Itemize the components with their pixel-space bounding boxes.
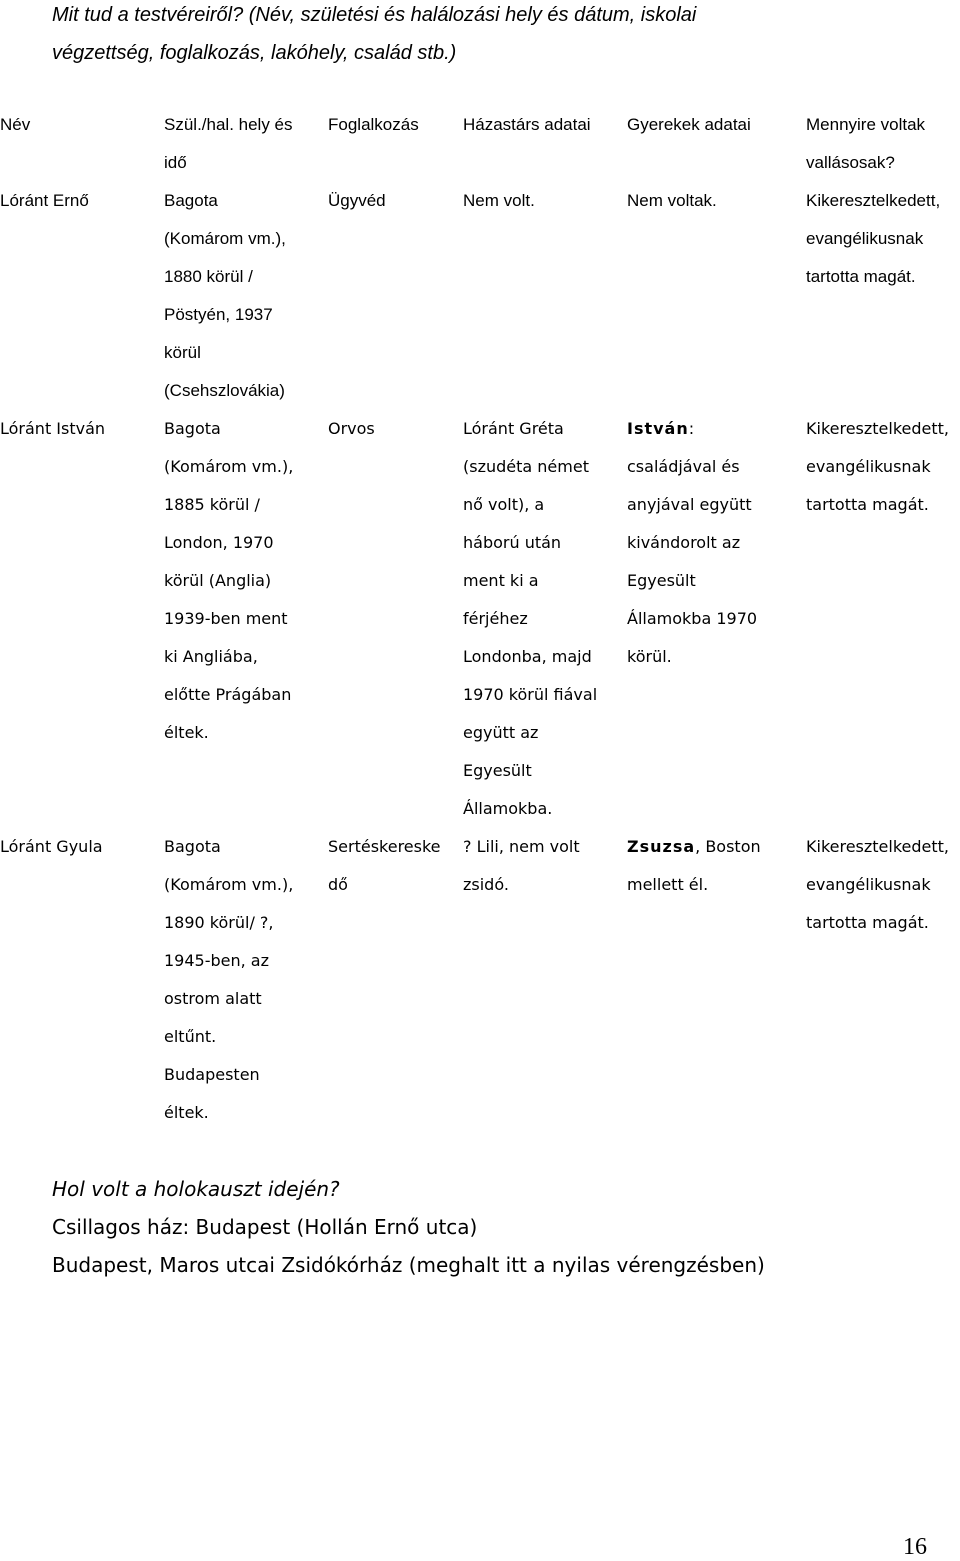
header-children: Gyerekek adatai — [627, 115, 751, 134]
child-name: Zsuzsa — [627, 837, 696, 856]
cell-spouse: Nem volt. — [463, 191, 535, 210]
cell-occupation: Ügyvéd — [328, 191, 386, 210]
cell-religiosity: Kikeresztelkedett, evangélikusnak tartotta magát. — [806, 419, 950, 514]
child-name: István — [627, 419, 689, 438]
cell-occupation: Orvos — [328, 419, 375, 438]
cell-birth-death: Bagota (Komárom vm.), 1890 körül/ ?, 1945-ben, az ostrom alatt eltűnt. Budapesten éltek. — [164, 837, 294, 1122]
cell-spouse: ? Lili, nem volt zsidó. — [463, 837, 580, 894]
holocaust-answer: Csillagos ház: Budapest (Hollán Ernő utca) — [52, 1215, 478, 1239]
cell-spouse: Lóránt Gréta (szudéta német nő volt), a háború után ment ki a férjéhez Londonba, majd 1970 körül fiával együtt az Egyesült Államokba. — [463, 419, 598, 818]
table-header-row — [0, 106, 960, 182]
header-birth-death: Szül./hal. hely és idő — [164, 115, 293, 172]
page-number: 16 — [903, 1534, 927, 1560]
table-row — [0, 182, 960, 410]
cell-birth-death: Bagota (Komárom vm.), 1880 körül / Pöstyén, 1937 körül (Csehszlovákia) — [164, 191, 286, 400]
header-occupation: Foglalkozás — [328, 115, 419, 134]
cell-name: Lóránt Ernő — [0, 191, 89, 210]
cell-children: István: családjával és anyjával együtt kivándorolt az Egyesült Államokba 1970 körül. — [627, 419, 758, 666]
cell-occupation: Sertéskereske dő — [328, 837, 441, 894]
question-heading-line-2: végzettség, foglalkozás, lakóhely, család stb.) — [52, 42, 457, 64]
cell-religiosity: Kikeresztelkedett, evangélikusnak tartotta magát. — [806, 837, 950, 932]
cell-religiosity: Kikeresztelkedett, evangélikusnak tartotta magát. — [806, 191, 941, 286]
cell-birth-death: Bagota (Komárom vm.), 1885 körül / London, 1970 körül (Anglia) 1939-ben ment ki Angliába, előtte Prágában éltek. — [164, 419, 294, 742]
cell-name: Lóránt István — [0, 419, 106, 438]
header-religiosity: Mennyire voltak vallásosak? — [806, 115, 926, 172]
question-heading — [52, 0, 932, 72]
header-spouse: Házastárs adatai — [463, 115, 591, 134]
table-row — [0, 410, 960, 828]
cell-name: Lóránt Gyula — [0, 837, 103, 856]
holocaust-answer: Budapest, Maros utcai Zsidókórház (meghalt itt a nyilas vérengzésben) — [52, 1253, 765, 1277]
holocaust-answers — [52, 1208, 765, 1284]
question-heading-line-1: Mit tud a testvéreiről? (Név, születési és halálozási hely és dátum, iskolai — [52, 4, 697, 26]
header-name: Név — [0, 115, 31, 134]
table-row — [0, 828, 960, 1132]
cell-children: Zsuzsa, Boston mellett él. — [627, 837, 761, 894]
holocaust-question: Hol volt a holokauszt idején? — [52, 1177, 340, 1201]
siblings-table — [0, 106, 960, 1132]
cell-children: Nem voltak. — [627, 191, 717, 210]
